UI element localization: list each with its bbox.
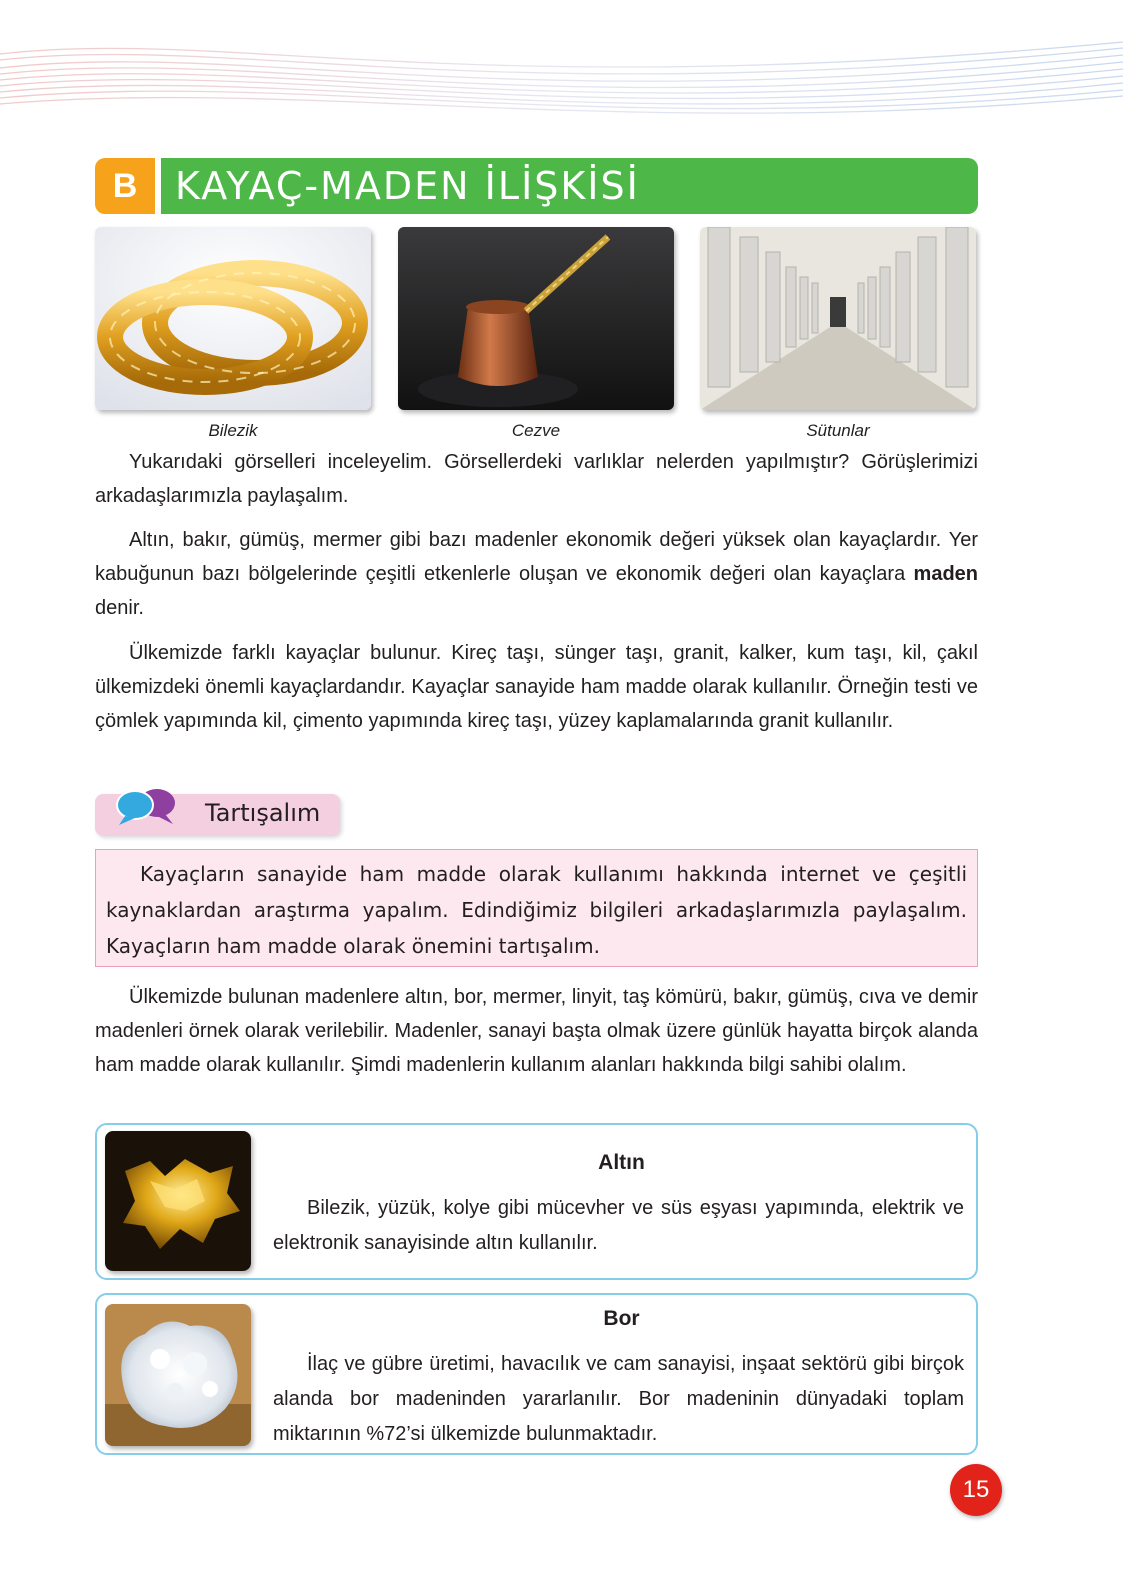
copper-coffee-pot-photo <box>398 227 674 410</box>
paragraph-4: Ülkemizde bulunan madenlere altın, bor, mermer, linyit, taş kömürü, bakır, gümüş, cıva ve demir madenleri örnek olarak verilebilir. Madenler, sanayi başta olmak üzere günlük hayatta birçok alanda ham madde olarak kullanılır. Şimdi madenlerin kullanım alanları hakkında bilgi sahibi olalım. <box>95 986 978 1076</box>
mineral-text-altin: Bilezik, yüzük, kolye gibi mücevher ve süs eşyası yapımında, elektrik ve elektronik sanayisinde altın kullanılır. <box>273 1197 964 1254</box>
discussion-tag <box>95 794 340 836</box>
marble-columns-photo <box>700 227 976 410</box>
mineral-title-bor: Bor <box>603 1307 640 1330</box>
mineral-card-altin <box>95 1123 978 1280</box>
mineral-text-bor: İlaç ve gübre üretimi, havacılık ve cam sanayisi, inşaat sektörü gibi birçok alanda bor madeninden yararlanılır. Bor madeninin dünyadaki toplam miktarının %72’si ülkemizde bulunmaktadır. <box>273 1353 964 1445</box>
page-number: 15 <box>950 1464 1002 1516</box>
decorative-wave-header <box>0 0 1123 150</box>
mineral-card-bor <box>95 1293 978 1455</box>
discussion-text: Kayaçların sanayide ham madde olarak kullanımı hakkında internet ve çeşitli kaynaklardan araştırma yapalım. Edindiğimiz bilgileri arkadaşlarımızla paylaşalım. Kayaçların ham madde olarak önemini tartışalım. <box>106 862 967 958</box>
gold-bracelets-photo <box>95 227 371 410</box>
gold-nugget-photo <box>105 1131 251 1271</box>
section-letter: B <box>95 158 155 214</box>
section-title: KAYAÇ-MADEN İLİŞKİSİ <box>161 158 978 214</box>
speech-bubbles-icon <box>115 786 179 826</box>
paragraph-1: Yukarıdaki görselleri inceleyelim. Görsellerdeki varlıklar nelerden yapılmıştır? Görüşlerimizi arkadaşlarımızla paylaşalım. <box>95 451 978 507</box>
discussion-box <box>95 849 978 967</box>
paragraph-2-text: Altın, bakır, gümüş, mermer gibi bazı madenler ekonomik değeri yüksek olan kayaçlardır. Yer kabuğunun bazı bölgelerinde çeşitli etkenlerle oluşan ve ekonomik değeri olan kayaçlara <box>95 529 978 585</box>
paragraph-2 <box>95 523 978 625</box>
paragraph-2-end: denir. <box>95 597 144 619</box>
caption-cezve: Cezve <box>511 421 561 440</box>
section-header <box>95 158 978 214</box>
term-maden: maden <box>913 563 978 585</box>
paragraph-3: Ülkemizde farklı kayaçlar bulunur. Kireç taşı, sünger taşı, granit, kalker, kum taşı, kil, çakıl ülkemizdeki önemli kayaçlardandır. Kayaçlar sanayide ham madde olarak kullanılır. Örneğin testi ve çömlek yapımında kil, çimento yapımında kireç taşı, yüzey kaplamalarında granit kullanılır. <box>95 642 978 732</box>
caption-bilezik: Bilezik <box>208 421 258 440</box>
caption-sutunlar: Sütunlar <box>806 421 870 440</box>
boron-crystal-photo <box>105 1304 251 1446</box>
discussion-label: Tartışalım <box>205 799 321 827</box>
mineral-title-altin: Altın <box>598 1151 645 1174</box>
